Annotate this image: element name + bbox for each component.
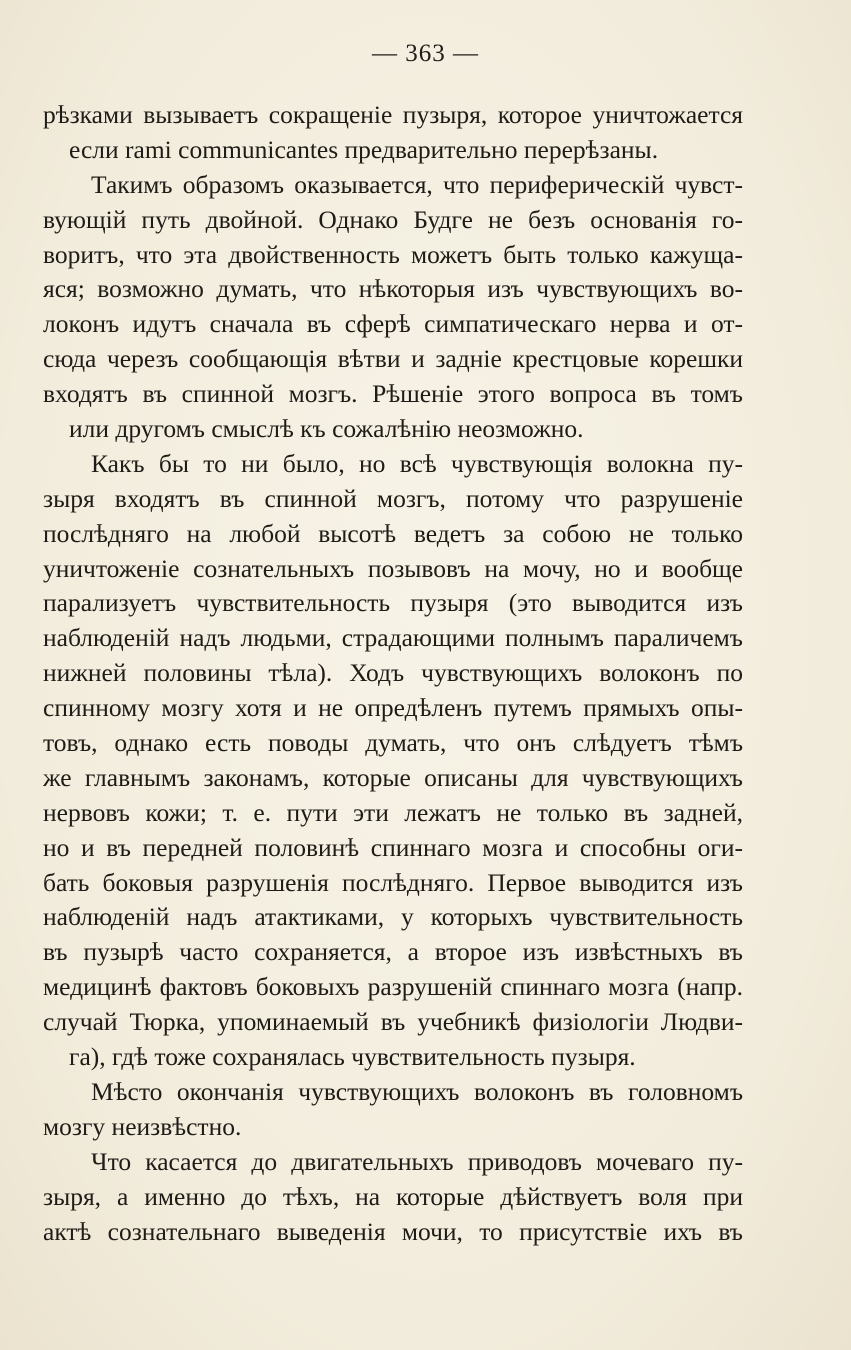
text-line: вующій путь двойной. Однако Будге не безъ основанія го- (43, 204, 743, 234)
text-line: бать боковыя разрушенія послѣдняго. Первое выводится изъ (43, 867, 743, 897)
text-line: мозгу неизвѣстно. (43, 1111, 242, 1141)
text-line: актѣ сознательнаго выведенія мочи, то присутствіе ихъ въ (43, 1216, 743, 1246)
text-line: товъ, однако есть поводы думать, что онъ слѣдуетъ тѣмъ (43, 728, 743, 758)
text-line: сюда черезъ сообщающія вѣтви и задніе крестцовые корешки (43, 344, 743, 374)
text-line: га), гдѣ тоже сохранялась чувствительность пузыря. (69, 1042, 636, 1072)
text-line: рѣзками вызываетъ сокращеніе пузыря, которое уничтожается (43, 100, 743, 129)
text-line: воритъ, что эта двойственность можетъ быть только кажуща- (43, 239, 743, 269)
text-line: локонъ идутъ сначала въ сферѣ симпатическаго нерва и от- (43, 309, 743, 339)
text-line: или другомъ смыслѣ къ сожалѣнію неозможно. (69, 414, 584, 444)
text-line: если rami communicantes предварительно перерѣзаны. (69, 134, 659, 164)
text-line: медицинѣ фактовъ боковыхъ разрушеній спиннаго мозга (напр. (43, 972, 743, 1002)
text-line: но и въ передней половинѣ спиннаго мозга и способны оги- (43, 832, 743, 862)
text-line: входятъ въ спинной мозгъ. Рѣшеніе этого вопроса въ томъ (43, 379, 743, 409)
text-line: яся; возможно думать, что нѣкоторыя изъ чувствующихъ во- (43, 274, 743, 304)
text-line: послѣдняго на любой высотѣ ведетъ за собою не только (43, 518, 743, 548)
text-line: зыря, а именно до тѣхъ, на которые дѣйствуетъ воля при (43, 1181, 743, 1211)
text-line: наблюденій надъ людьми, страдающими полнымъ параличемъ (43, 623, 743, 653)
text-line: случай Тюрка, упоминаемый въ учебникѣ физіологіи Людви- (43, 1007, 743, 1037)
text-line: нервовъ кожи; т. е. пути эти лежатъ не только въ задней, (43, 797, 743, 827)
text-line: спинному мозгу хотя и не опредѣленъ путемъ прямыхъ опы- (43, 693, 743, 723)
text-line: Мѣсто окончанія чувствующихъ волоконъ въ головномъ (91, 1076, 743, 1106)
text-line: зыря входятъ въ спинной мозгъ, потому что разрушеніе (43, 483, 743, 513)
page-text (43, 98, 743, 1249)
text-line: въ пузырѣ часто сохраняется, а второе изъ извѣстныхъ въ (43, 937, 743, 967)
text-line: же главнымъ законамъ, которые описаны для чувствующихъ (43, 762, 743, 792)
text-line: уничтоженіе сознательныхъ позывовъ на мочу, но и вообще (43, 553, 743, 583)
text-line: нижней половины тѣла). Ходъ чувствующихъ волоконъ по (43, 658, 743, 688)
text-line: Какъ бы то ни было, но всѣ чувствующія волокна пу- (91, 448, 743, 478)
text-line: парализуетъ чувствительность пузыря (это выводится изъ (43, 588, 743, 618)
text-line: Такимъ образомъ оказывается, что периферическій чувст- (91, 169, 743, 199)
text-line: Что касается до двигательныхъ приводовъ мочеваго пу- (91, 1146, 743, 1176)
page-number: — 363 — (372, 40, 479, 67)
text-line: наблюденій надъ атактиками, у которыхъ чувствительность (43, 902, 743, 932)
